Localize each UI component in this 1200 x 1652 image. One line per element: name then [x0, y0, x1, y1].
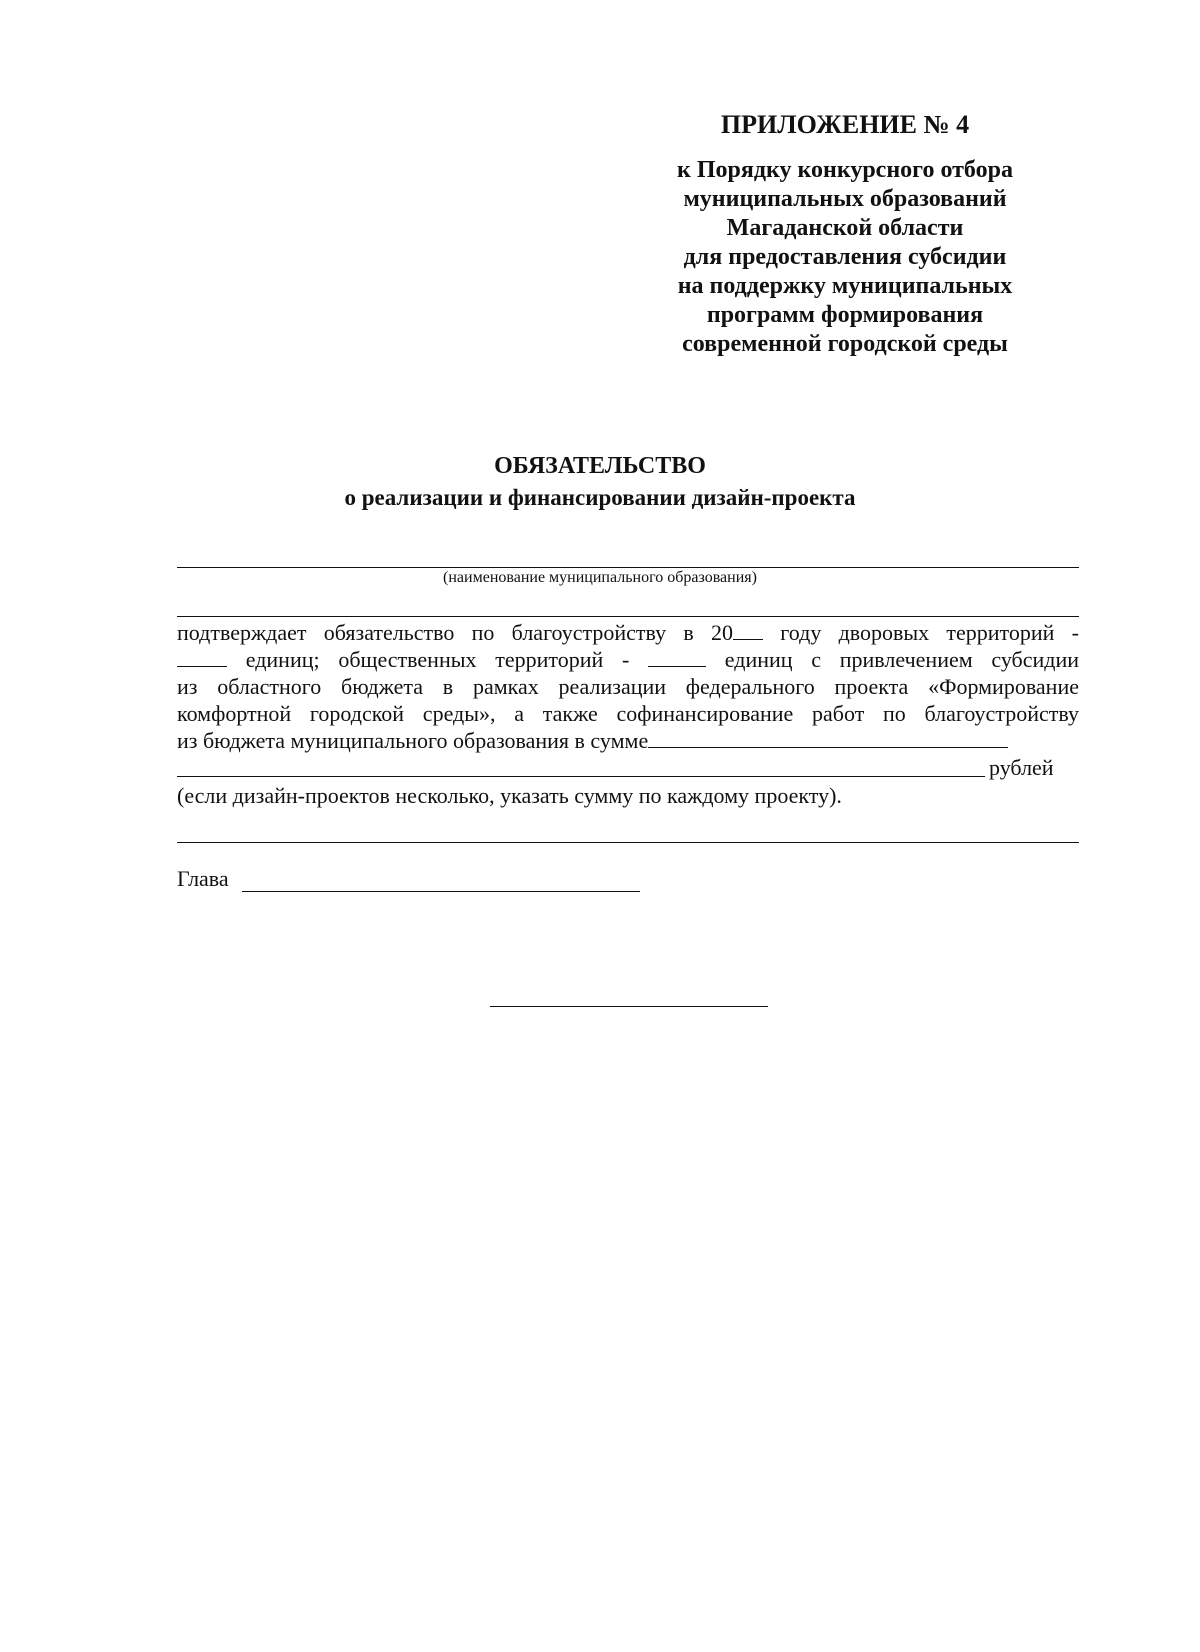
multiple-projects-note: (если дизайн-проектов несколько, указать сумму по каждому проекту).: [177, 783, 842, 808]
amount-field[interactable]: [648, 729, 1008, 748]
paragraph-line-2: [177, 646, 1079, 673]
appendix-line: муниципальных образований: [683, 186, 1007, 212]
text-fragment: году дворовых территорий -: [780, 620, 1080, 645]
paragraph-line-5: [177, 727, 1079, 754]
appendix-line: Магаданской области: [726, 215, 964, 241]
additional-field[interactable]: [177, 842, 1079, 843]
document-title: ОБЯЗАТЕЛЬСТВО: [494, 453, 706, 479]
text-fragment: из бюджета муниципального образования в сумме: [177, 728, 649, 753]
courtyard-count-field[interactable]: [177, 648, 227, 667]
appendix-line: программ формирования: [706, 302, 984, 328]
public-territory-count-field[interactable]: [648, 648, 706, 667]
rubles-line: [177, 754, 1079, 781]
text-fragment: единиц с привлечением субсидии: [724, 647, 1080, 672]
head-label: Глава: [177, 866, 229, 891]
appendix-line: для предоставления субсидии: [683, 244, 1007, 270]
commitment-paragraph: [177, 619, 1079, 754]
paragraph-line-4: комфортной городской среды», а также софинансирование работ по благоустройству: [177, 701, 1079, 726]
appendix-line: на поддержку муниципальных: [677, 273, 1013, 299]
currency-label: рублей: [989, 755, 1054, 780]
text-fragment: подтверждает обязательство по благоустройству в 20: [177, 620, 734, 645]
paragraph-line-3: из областного бюджета в рамках реализации федерального проекта «Формирование: [177, 674, 1079, 699]
appendix-line: к Порядку конкурсного отбора: [677, 157, 1013, 183]
text-fragment: единиц; общественных территорий -: [245, 647, 630, 672]
municipality-caption: (наименование муниципального образования): [443, 569, 757, 586]
year-field[interactable]: [733, 621, 763, 640]
appendix-title: ПРИЛОЖЕНИЕ № 4: [720, 110, 970, 139]
closing-divider: [490, 1006, 768, 1007]
municipality-name-field-2[interactable]: [177, 616, 1079, 617]
appendix-line: современной городской среды: [682, 331, 1008, 357]
amount-words-field[interactable]: [177, 776, 985, 777]
head-signature-field[interactable]: [242, 891, 640, 892]
document-subtitle: о реализации и финансировании дизайн-проекта: [344, 485, 856, 510]
appendix-block: [610, 108, 1080, 359]
paragraph-line-1: [177, 619, 1079, 646]
